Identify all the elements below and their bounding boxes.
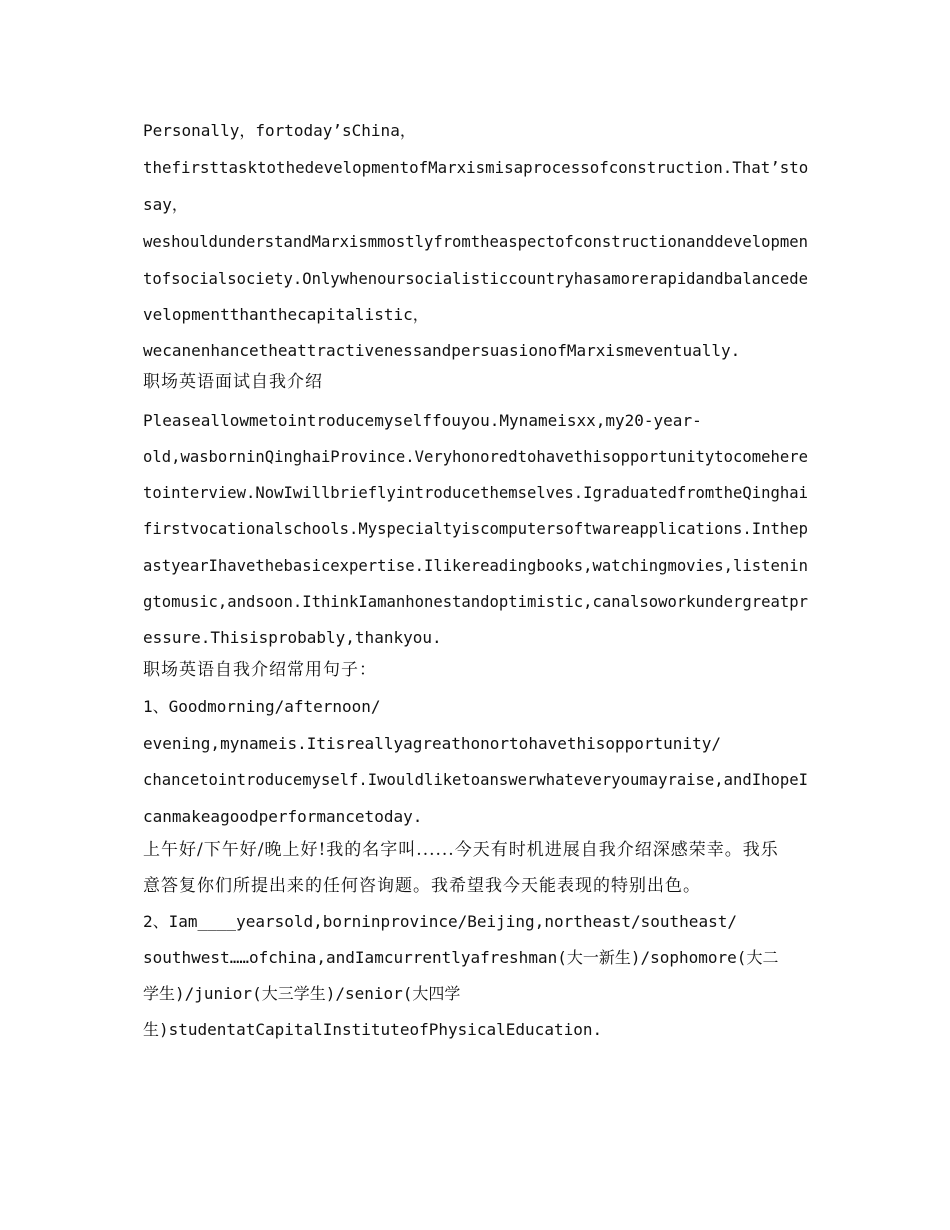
text-line-19: chancetointroducemyself.Iwouldliketoanswerwhateveryoumayraise,andIhopeI	[143, 770, 808, 789]
text-line-18: evening,mynameis.Itisreallyagreathonortohavethisopportunity/	[143, 734, 721, 753]
text-line-22-chinese: 意答复你们所提出来的任何咨询题。我希望我今天能表现的特别出色。	[143, 876, 701, 896]
text-line-14: gtomusic,andsoon.IthinkIamanhonestandoptimistic,canalsoworkundergreatpr	[143, 592, 808, 611]
text-line-3: say，	[143, 195, 188, 214]
text-line-15: essure.Thisisprobably,thankyou.	[143, 628, 442, 647]
text-line-23: 2、Iam____yearsold,borninprovince/Beijing,northeast/southeast/	[143, 912, 737, 931]
text-line-6: velopmentthanthecapitalistic，	[143, 305, 429, 324]
text-line-11: tointerview.NowIwillbrieflyintroducethemselves.IgraduatedfromtheQinghai	[143, 483, 808, 502]
text-line-24: southwest……ofchina,andIamcurrentlyafreshman(大一新生)/sophomore(大二	[143, 948, 779, 967]
text-line-7: wecanenhancetheattractivenessandpersuasionofMarxismeventually.	[143, 341, 741, 360]
text-line-12: firstvocationalschools.Myspecialtyiscomputersoftwareapplications.Inthep	[143, 519, 808, 538]
text-line-20: canmakeagoodperformancetoday.	[143, 807, 423, 826]
section-heading-interview: 职场英语面试自我介绍	[143, 372, 323, 392]
text-line-21-chinese: 上午好/下午好/晚上好!我的名字叫......今天有时机进展自我介绍深感荣幸。我乐	[143, 840, 779, 860]
text-line-25: 学生)/junior(大三学生)/senior(大四学	[143, 984, 461, 1003]
text-line-17: 1、Goodmorning/afternoon/	[143, 697, 381, 716]
text-line-4: weshouldunderstandMarxismmostlyfromtheaspectofconstructionanddevelopmen	[143, 232, 808, 251]
text-line-9: Pleaseallowmetointroducemyselffouyou.Mynameisxx,my20-year-	[143, 411, 702, 430]
text-line-26: 生)studentatCapitalInstituteofPhysicalEducation.	[143, 1020, 603, 1039]
text-line-5: tofsocialsociety.Onlywhenoursocialisticcountryhasamorerapidandbalancede	[143, 269, 808, 288]
text-line-13: astyearIhavethebasicexpertise.Ilikereadingbooks,watchingmovies,listenin	[143, 556, 808, 575]
text-line-1: Personally，fortoday’sChina，	[143, 121, 416, 140]
text-line-10: old,wasborninQinghaiProvince.Veryhonoredtohavethisopportunitytocomehere	[143, 447, 808, 466]
text-line-2: thefirsttasktothedevelopmentofMarxismisaprocessofconstruction.That’sto	[143, 158, 809, 177]
section-heading-phrases: 职场英语自我介绍常用句子：	[143, 660, 377, 680]
